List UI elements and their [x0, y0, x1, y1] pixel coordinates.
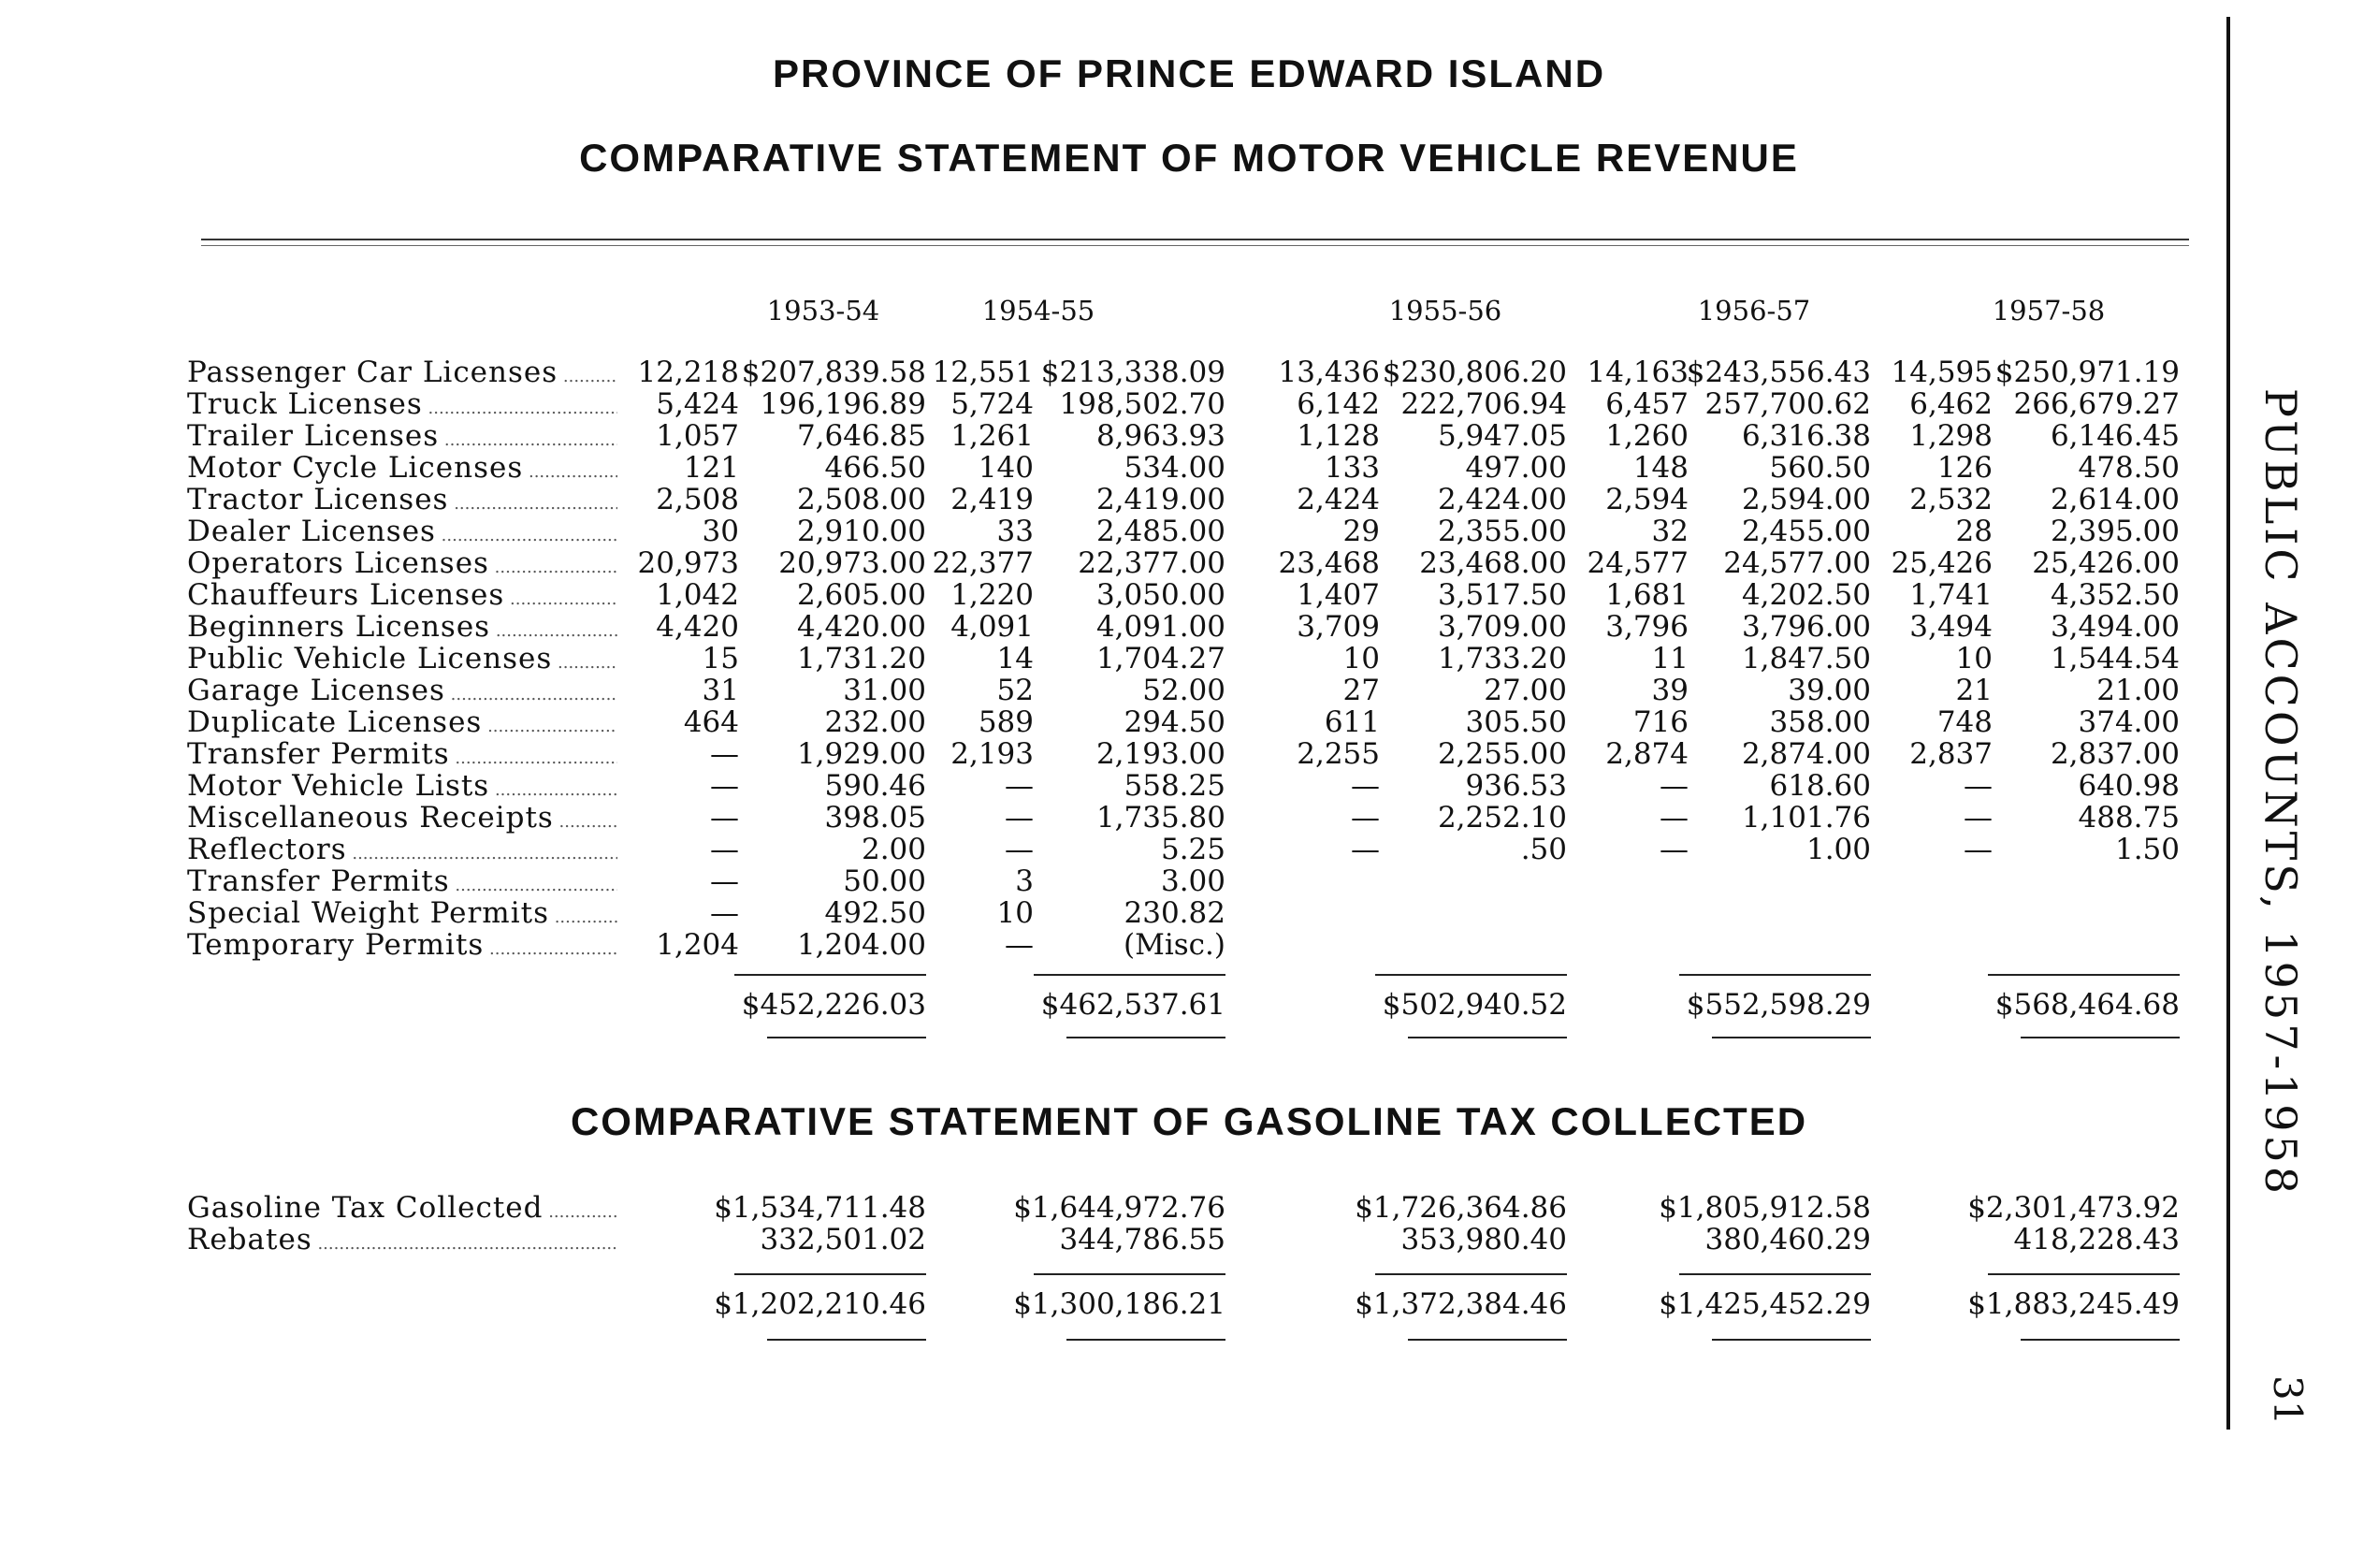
year-header-1: 1953-54 [766, 295, 880, 327]
amount-cell: $207,839.58 [741, 356, 926, 389]
row-label: Chauffeurs Licenses ..... [187, 578, 617, 612]
count-cell: — [1660, 801, 1689, 835]
count-cell: 30 [702, 515, 739, 548]
amount-cell: 380,460.29 [1704, 1223, 1871, 1256]
amount-cell: 418,228.43 [2013, 1223, 2180, 1256]
amount-cell: $230,806.20 [1382, 356, 1567, 389]
count-cell: 6,462 [1909, 387, 1993, 421]
amount-cell: 478.50 [2078, 451, 2180, 485]
amount-cell: 1,733.20 [1437, 642, 1567, 675]
amount-cell: 3,494.00 [2050, 610, 2180, 644]
total-amount: $552,598.29 [1686, 988, 1871, 1022]
amount-cell: 39.00 [1788, 674, 1871, 707]
amount-cell: 358.00 [1769, 705, 1871, 739]
amount-cell: 52.00 [1142, 674, 1225, 707]
amount-cell: 22,377.00 [1078, 546, 1225, 580]
total-rule-bottom [2021, 1037, 2180, 1038]
amount-cell: $2,301,473.92 [1967, 1191, 2180, 1225]
row-label: Miscellaneous Receipts ..... [187, 801, 617, 835]
total-amount: $568,464.68 [1994, 988, 2180, 1022]
motor-revenue-heading: COMPARATIVE STATEMENT OF MOTOR VEHICLE REVENUE [579, 136, 1799, 180]
count-cell: — [1005, 833, 1034, 866]
count-cell: — [710, 737, 739, 771]
row-label: Gasoline Tax Collected ..... [187, 1191, 617, 1225]
table-row [0, 387, 2245, 419]
amount-cell: 1,929.00 [796, 737, 926, 771]
table-row [0, 451, 2245, 483]
amount-cell: 23,468.00 [1419, 546, 1567, 580]
count-cell: 1,741 [1909, 578, 1993, 612]
amount-cell: 2,594.00 [1741, 483, 1871, 516]
table-row [0, 864, 2245, 896]
count-cell: 140 [978, 451, 1034, 485]
count-cell: 1,057 [656, 419, 739, 453]
count-cell: 4,091 [950, 610, 1034, 644]
count-cell: 12,551 [932, 356, 1034, 389]
total-rule-bottom [1408, 1037, 1567, 1038]
amount-cell: 560.50 [1769, 451, 1871, 485]
table-row [0, 546, 2245, 578]
amount-cell: 558.25 [1124, 769, 1225, 803]
count-cell: 1,298 [1909, 419, 1993, 453]
table-row [0, 356, 2245, 387]
amount-cell: 5,947.05 [1437, 419, 1567, 453]
amount-cell: 3,050.00 [1095, 578, 1225, 612]
amount-cell: 3,796.00 [1741, 610, 1871, 644]
amount-cell: 3,517.50 [1437, 578, 1567, 612]
page-number: 31 [2265, 1375, 2311, 1426]
amount-cell: 466.50 [824, 451, 926, 485]
amount-cell: 4,420.00 [796, 610, 926, 644]
table-row [0, 642, 2245, 674]
table-row [0, 833, 2245, 864]
amount-cell: $1,726,364.86 [1355, 1191, 1567, 1225]
amount-cell: $1,534,711.48 [714, 1191, 926, 1225]
table-row [0, 769, 2245, 801]
count-cell: 5,424 [656, 387, 739, 421]
count-cell: 2,532 [1909, 483, 1993, 516]
total-amount: $1,425,452.29 [1659, 1287, 1871, 1321]
count-cell: 1,681 [1605, 578, 1689, 612]
top-rule [201, 239, 2189, 240]
table-row [0, 705, 2245, 737]
count-cell: 24,577 [1587, 546, 1689, 580]
amount-cell: 1,101.76 [1741, 801, 1871, 835]
amount-cell: 3.00 [1160, 864, 1225, 898]
row-label: Special Weight Permits ..... [187, 896, 617, 930]
row-label: Truck Licenses ..... [187, 387, 617, 421]
count-cell: 3,494 [1909, 610, 1993, 644]
count-cell: 4,420 [656, 610, 739, 644]
table-row [0, 1223, 2245, 1255]
amount-cell: 222,706.94 [1400, 387, 1567, 421]
count-cell: — [1351, 769, 1380, 803]
count-cell: 13,436 [1278, 356, 1380, 389]
count-cell: 10 [1342, 642, 1380, 675]
total-rule-bottom [1408, 1339, 1567, 1341]
table-row [0, 419, 2245, 451]
count-cell: 2,424 [1297, 483, 1380, 516]
count-cell: 748 [1936, 705, 1993, 739]
amount-cell: 3,709.00 [1437, 610, 1567, 644]
side-running-head: PUBLIC ACCOUNTS, 1957-1958 [2255, 388, 2306, 1198]
total-rule-bottom [1712, 1037, 1871, 1038]
amount-cell: 1.00 [1805, 833, 1871, 866]
count-cell: 14,163 [1587, 356, 1689, 389]
amount-cell: 2,193.00 [1095, 737, 1225, 771]
row-label: Beginners Licenses ..... [187, 610, 617, 644]
count-cell: 2,255 [1297, 737, 1380, 771]
count-cell: 1,407 [1297, 578, 1380, 612]
count-cell: 25,426 [1891, 546, 1993, 580]
amount-cell: (Misc.) [1124, 928, 1225, 962]
table-row [0, 674, 2245, 705]
total-rule-bottom [1066, 1037, 1225, 1038]
amount-cell: 497.00 [1465, 451, 1567, 485]
row-label: Dealer Licenses ..... [187, 515, 617, 548]
count-cell: 15 [702, 642, 739, 675]
count-cell: — [1964, 769, 1993, 803]
count-cell: 611 [1324, 705, 1380, 739]
total-rule-bottom [767, 1339, 926, 1341]
amount-cell: 2,485.00 [1095, 515, 1225, 548]
count-cell: 3,709 [1297, 610, 1380, 644]
amount-cell: $1,805,912.58 [1659, 1191, 1871, 1225]
row-label: Motor Vehicle Lists ..... [187, 769, 617, 803]
count-cell: 27 [1342, 674, 1380, 707]
amount-cell: 198,502.70 [1059, 387, 1225, 421]
row-label: Operators Licenses ..... [187, 546, 617, 580]
row-label: Transfer Permits ..... [187, 864, 617, 898]
amount-cell: 20,973.00 [778, 546, 926, 580]
count-cell: 20,973 [637, 546, 739, 580]
count-cell: 3 [1015, 864, 1034, 898]
count-cell: 12,218 [637, 356, 739, 389]
total-amount: $452,226.03 [741, 988, 926, 1022]
table-row [0, 578, 2245, 610]
row-label: Temporary Permits ..... [187, 928, 617, 962]
count-cell: — [1964, 833, 1993, 866]
total-rule-top [1034, 1273, 1225, 1275]
count-cell: 148 [1632, 451, 1689, 485]
total-rule-bottom [2021, 1339, 2180, 1341]
count-cell: 126 [1936, 451, 1993, 485]
amount-cell: 936.53 [1465, 769, 1567, 803]
count-cell: 5,724 [950, 387, 1034, 421]
total-rule-top [1679, 1273, 1871, 1275]
total-amount: $462,537.61 [1040, 988, 1225, 1022]
count-cell: 39 [1651, 674, 1689, 707]
year-header-2: 1954-55 [981, 295, 1095, 327]
row-label: Rebates ..... [187, 1223, 617, 1256]
amount-cell: 1,735.80 [1095, 801, 1225, 835]
count-cell: — [710, 896, 739, 930]
count-cell: — [710, 801, 739, 835]
amount-cell: $250,971.19 [1994, 356, 2180, 389]
amount-cell: 6,146.45 [2050, 419, 2180, 453]
table-row [0, 515, 2245, 546]
amount-cell: 488.75 [2078, 801, 2180, 835]
count-cell: — [1351, 833, 1380, 866]
amount-cell: 4,091.00 [1095, 610, 1225, 644]
amount-cell: 2.00 [861, 833, 926, 866]
gasoline-tax-heading: COMPARATIVE STATEMENT OF GASOLINE TAX COLLECTED [570, 1099, 1808, 1143]
total-amount: $1,202,210.46 [714, 1287, 926, 1321]
amount-cell: 230.82 [1124, 896, 1225, 930]
amount-cell: 4,352.50 [2050, 578, 2180, 612]
total-amount: $1,883,245.49 [1967, 1287, 2180, 1321]
count-cell: 14,595 [1891, 356, 1993, 389]
amount-cell: $243,556.43 [1686, 356, 1871, 389]
count-cell: 23,468 [1278, 546, 1380, 580]
count-cell: 33 [996, 515, 1034, 548]
amount-cell: 1,847.50 [1741, 642, 1871, 675]
page-title: PROVINCE OF PRINCE EDWARD ISLAND [772, 51, 1606, 95]
count-cell: — [1005, 801, 1034, 835]
top-rule-thin [201, 245, 2189, 246]
row-label: Trailer Licenses ..... [187, 419, 617, 453]
amount-cell: 640.98 [2078, 769, 2180, 803]
row-label: Passenger Car Licenses ..... [187, 356, 617, 389]
count-cell: — [1005, 928, 1034, 962]
row-label: Transfer Permits ..... [187, 737, 617, 771]
count-cell: 29 [1342, 515, 1380, 548]
count-cell: 589 [978, 705, 1034, 739]
row-label: Tractor Licenses ..... [187, 483, 617, 516]
table-row [0, 896, 2245, 928]
year-header-4: 1956-57 [1697, 295, 1811, 327]
amount-cell: 257,700.62 [1704, 387, 1871, 421]
amount-cell: 6,316.38 [1741, 419, 1871, 453]
amount-cell: 196,196.89 [760, 387, 926, 421]
amount-cell: 50.00 [843, 864, 926, 898]
amount-cell: 232.00 [824, 705, 926, 739]
amount-cell: 266,679.27 [2013, 387, 2180, 421]
amount-cell: 1,731.20 [796, 642, 926, 675]
amount-cell: 1,204.00 [796, 928, 926, 962]
amount-cell: 31.00 [843, 674, 926, 707]
count-cell: 10 [1955, 642, 1993, 675]
count-cell: 14 [996, 642, 1034, 675]
amount-cell: 353,980.40 [1400, 1223, 1567, 1256]
amount-cell: 2,605.00 [796, 578, 926, 612]
amount-cell: 398.05 [824, 801, 926, 835]
amount-cell: 1,704.27 [1095, 642, 1225, 675]
count-cell: 21 [1955, 674, 1993, 707]
amount-cell: $1,644,972.76 [1013, 1191, 1225, 1225]
count-cell: 6,142 [1297, 387, 1380, 421]
amount-cell: 8,963.93 [1095, 419, 1225, 453]
amount-cell: 305.50 [1465, 705, 1567, 739]
amount-cell: 534.00 [1124, 451, 1225, 485]
year-header-3: 1955-56 [1388, 295, 1502, 327]
amount-cell: 2,910.00 [796, 515, 926, 548]
count-cell: 716 [1632, 705, 1689, 739]
total-rule-top [1375, 1273, 1567, 1275]
amount-cell: 2,252.10 [1437, 801, 1567, 835]
row-label: Garage Licenses ..... [187, 674, 617, 707]
table-row [0, 801, 2245, 833]
amount-cell: .50 [1520, 833, 1567, 866]
count-cell: — [1005, 769, 1034, 803]
row-label: Motor Cycle Licenses ..... [187, 451, 617, 485]
amount-cell: 590.46 [824, 769, 926, 803]
amount-cell: 24,577.00 [1723, 546, 1871, 580]
table-row [0, 483, 2245, 515]
amount-cell: 7,646.85 [796, 419, 926, 453]
count-cell: 1,261 [950, 419, 1034, 453]
count-cell: 2,419 [950, 483, 1034, 516]
count-cell: 31 [702, 674, 739, 707]
count-cell: 2,508 [656, 483, 739, 516]
count-cell: 22,377 [932, 546, 1034, 580]
total-rule-top [1375, 974, 1567, 976]
total-rule-bottom [767, 1037, 926, 1038]
count-cell: 1,220 [950, 578, 1034, 612]
count-cell: — [710, 833, 739, 866]
amount-cell: 27.00 [1484, 674, 1567, 707]
total-rule-top [734, 974, 926, 976]
total-rule-bottom [1066, 1339, 1225, 1341]
amount-cell: 2,419.00 [1095, 483, 1225, 516]
amount-cell: 2,614.00 [2050, 483, 2180, 516]
total-rule-top [1988, 974, 2180, 976]
count-cell: 52 [996, 674, 1034, 707]
count-cell: — [1660, 769, 1689, 803]
count-cell: 32 [1651, 515, 1689, 548]
count-cell: 2,594 [1605, 483, 1689, 516]
table-row [0, 928, 2245, 960]
count-cell: 10 [996, 896, 1034, 930]
row-label: Duplicate Licenses ..... [187, 705, 617, 739]
amount-cell: 2,837.00 [2050, 737, 2180, 771]
amount-cell: 2,424.00 [1437, 483, 1567, 516]
total-rule-top [1034, 974, 1225, 976]
table-row [0, 1191, 2245, 1223]
count-cell: 1,260 [1605, 419, 1689, 453]
total-rule-bottom [1712, 1339, 1871, 1341]
amount-cell: 2,355.00 [1437, 515, 1567, 548]
row-label: Reflectors ..... [187, 833, 617, 866]
amount-cell: 5.25 [1160, 833, 1225, 866]
total-rule-top [1988, 1273, 2180, 1275]
count-cell: — [1660, 833, 1689, 866]
count-cell: 121 [683, 451, 739, 485]
amount-cell: 4,202.50 [1741, 578, 1871, 612]
count-cell: 464 [683, 705, 739, 739]
table-row [0, 610, 2245, 642]
row-label: Public Vehicle Licenses ..... [187, 642, 617, 675]
count-cell: 1,128 [1297, 419, 1380, 453]
count-cell: 2,837 [1909, 737, 1993, 771]
amount-cell: 1.50 [2114, 833, 2180, 866]
count-cell: 2,193 [950, 737, 1034, 771]
year-header-5: 1957-58 [1992, 295, 2106, 327]
count-cell: — [1964, 801, 1993, 835]
count-cell: 2,874 [1605, 737, 1689, 771]
amount-cell: 1,544.54 [2050, 642, 2180, 675]
count-cell: 6,457 [1605, 387, 1689, 421]
count-cell: — [1351, 801, 1380, 835]
count-cell: 1,204 [656, 928, 739, 962]
total-amount: $502,940.52 [1382, 988, 1567, 1022]
amount-cell: 25,426.00 [2032, 546, 2180, 580]
count-cell: 3,796 [1605, 610, 1689, 644]
count-cell: — [710, 769, 739, 803]
count-cell: 133 [1324, 451, 1380, 485]
amount-cell: 332,501.02 [760, 1223, 926, 1256]
amount-cell: 492.50 [824, 896, 926, 930]
vertical-margin-rule [2226, 17, 2230, 1430]
amount-cell: 2,508.00 [796, 483, 926, 516]
total-rule-top [734, 1273, 926, 1275]
table-row [0, 737, 2245, 769]
amount-cell: 2,395.00 [2050, 515, 2180, 548]
count-cell: 1,042 [656, 578, 739, 612]
amount-cell: 2,455.00 [1741, 515, 1871, 548]
amount-cell: 618.60 [1769, 769, 1871, 803]
amount-cell: 344,786.55 [1059, 1223, 1225, 1256]
amount-cell: 294.50 [1124, 705, 1225, 739]
amount-cell: 21.00 [2096, 674, 2180, 707]
total-amount: $1,372,384.46 [1355, 1287, 1567, 1321]
amount-cell: $213,338.09 [1040, 356, 1225, 389]
count-cell: 28 [1955, 515, 1993, 548]
total-rule-top [1679, 974, 1871, 976]
amount-cell: 374.00 [2078, 705, 2180, 739]
count-cell: 11 [1651, 642, 1689, 675]
total-amount: $1,300,186.21 [1013, 1287, 1225, 1321]
amount-cell: 2,874.00 [1741, 737, 1871, 771]
amount-cell: 2,255.00 [1437, 737, 1567, 771]
count-cell: — [710, 864, 739, 898]
